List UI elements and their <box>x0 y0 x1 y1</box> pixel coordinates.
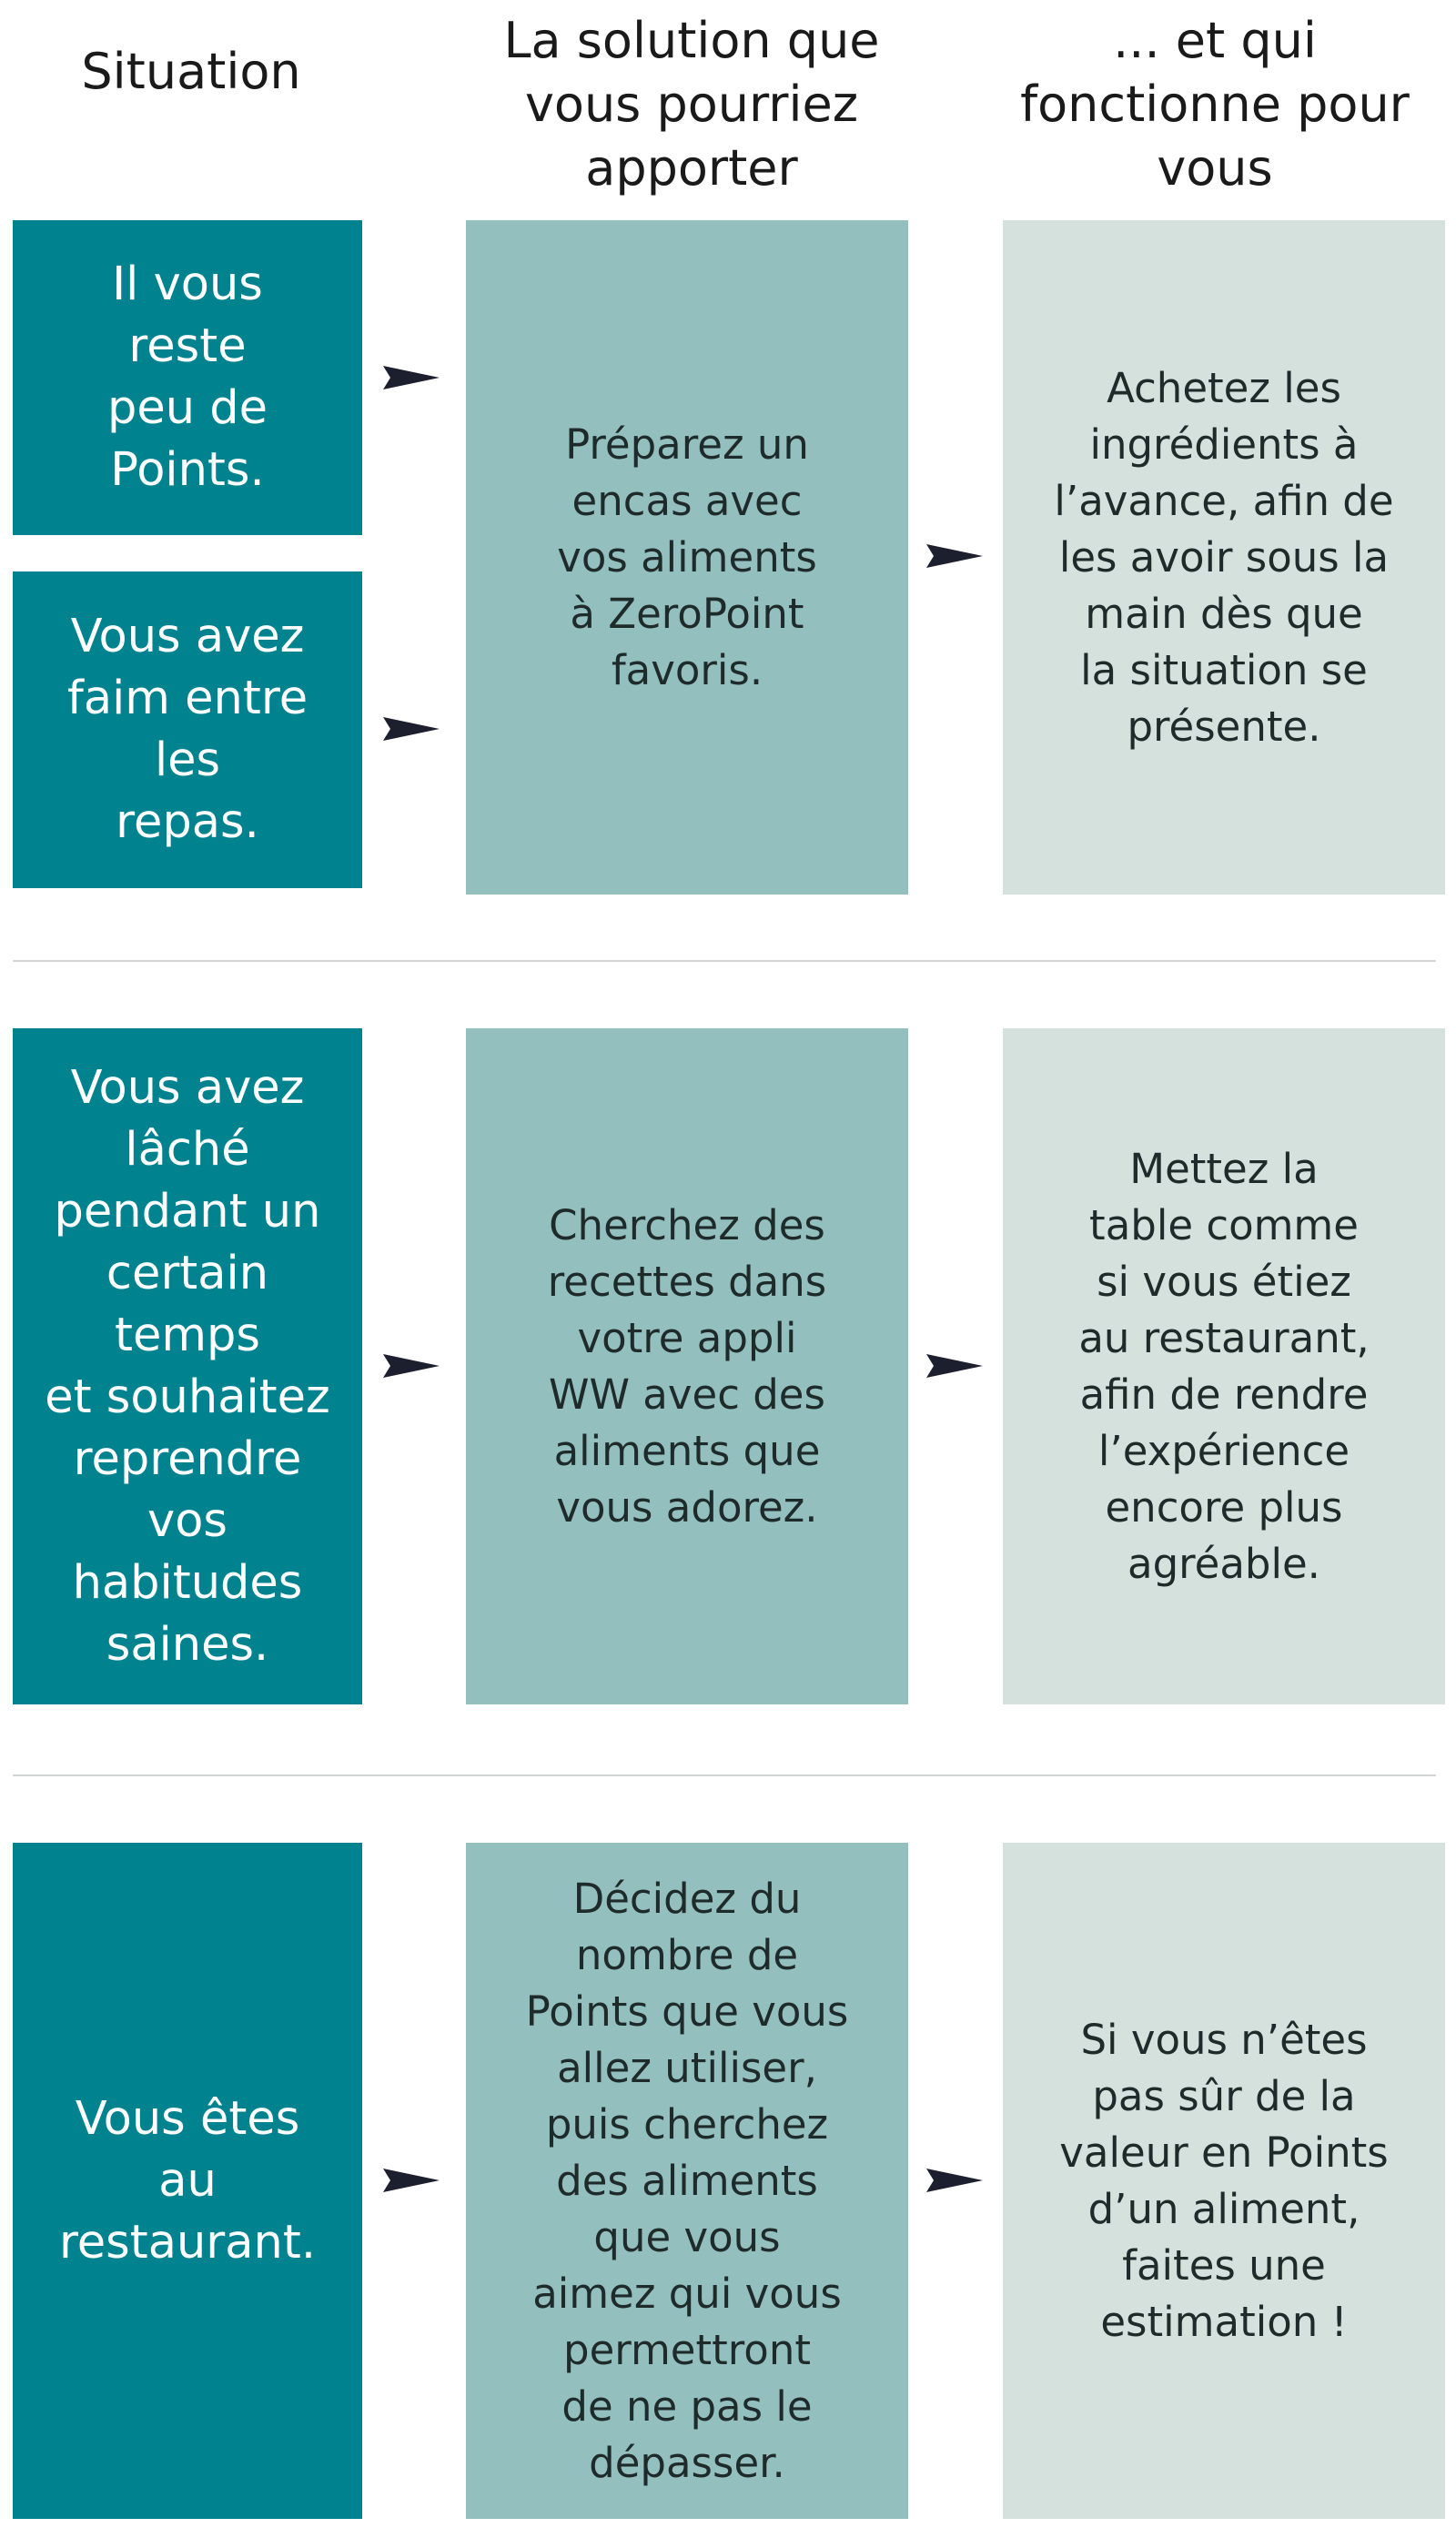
arrow-right-icon <box>383 366 440 389</box>
arrow-right-icon <box>926 544 983 568</box>
situation-box-1b: Vous avez faim entre les repas. <box>13 571 362 888</box>
arrow-right-icon <box>383 2169 440 2192</box>
arrow-right-icon <box>926 1354 983 1378</box>
header-result: ... et qui fonctionne pour vous <box>1020 12 1410 197</box>
arrow-right-icon <box>383 717 440 741</box>
row-divider <box>13 960 1436 962</box>
solution-box-3: Décidez du nombre de Points que vous allez utiliser, puis cherchez des aliments que vous aimez qui vous permettront de ne pas le dépasser. <box>466 1843 908 2519</box>
solution-box-2: Cherchez des recettes dans votre appli WW avec des aliments que vous adorez. <box>466 1028 908 1704</box>
situation-box-3: Vous êtes au restaurant. <box>13 1843 362 2519</box>
result-box-2: Mettez la table comme si vous étiez au restaurant, afin de rendre l’expérience encore plus agréable. <box>1003 1028 1445 1704</box>
solution-box-1: Préparez un encas avec vos aliments à ZeroPoint favoris. <box>466 220 908 895</box>
result-box-3: Si vous n’êtes pas sûr de la valeur en Points d’un aliment, faites une estimation ! <box>1003 1843 1445 2519</box>
arrow-right-icon <box>383 1354 440 1378</box>
arrow-right-icon <box>926 2169 983 2192</box>
result-box-1: Achetez les ingrédients à l’avance, afin de les avoir sous la main dès que la situation se présente. <box>1003 220 1445 895</box>
situation-box-1a: Il vous reste peu de Points. <box>13 220 362 535</box>
header-solution: La solution que vous pourriez apporter <box>503 12 880 197</box>
row-divider <box>13 1774 1436 1776</box>
header-situation: Situation <box>81 43 301 100</box>
situation-box-2: Vous avez lâché pendant un certain temps et souhaitez reprendre vos habitudes saines. <box>13 1028 362 1704</box>
